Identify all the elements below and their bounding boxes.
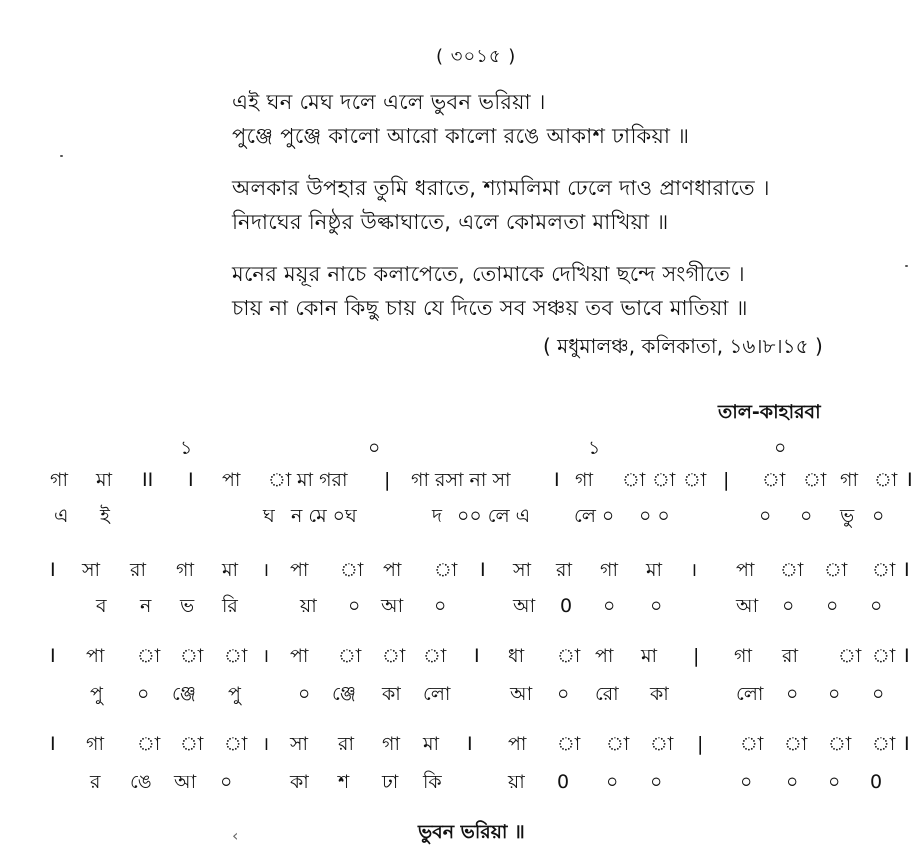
swara-cell: I xyxy=(467,733,473,755)
syllable-cell: ন মে ০ঘ xyxy=(291,505,357,527)
swara-cell: গা xyxy=(86,733,104,755)
swara-cell: া xyxy=(838,645,862,667)
swara-cell: া xyxy=(872,645,896,667)
syllable-cell: ভ xyxy=(180,595,195,617)
swara-cell: া xyxy=(652,469,676,491)
syllable-cell: ০ xyxy=(826,595,839,617)
swara-cell: া xyxy=(268,469,292,491)
lyric-line-2: পুঞ্জে পুঞ্জে কালো আরো কালো রঙে আকাশ ঢাকিয়া ॥ xyxy=(232,124,690,148)
swara-cell: পা xyxy=(508,733,527,755)
beat-marker: ১ xyxy=(588,437,601,459)
swara-cell: মা xyxy=(646,559,663,581)
swara-cell: গা xyxy=(840,469,858,491)
swara-cell: া xyxy=(762,469,786,491)
swara-cell: া xyxy=(180,645,204,667)
syllable-cell: ঙে xyxy=(130,771,152,793)
swara-cell: রা xyxy=(130,559,146,581)
syllable-cell: আ xyxy=(510,683,533,705)
ink-mark: ‹ xyxy=(232,826,239,845)
syllable-cell: ০ xyxy=(557,683,570,705)
syllable-cell: ০ xyxy=(870,595,883,617)
swara-cell: গা xyxy=(382,733,400,755)
syllable-cell: ঞ্জে xyxy=(172,683,196,705)
swara-cell: সা xyxy=(82,559,101,581)
swara-cell: া xyxy=(803,469,827,491)
swara-cell: I xyxy=(50,733,56,755)
swara-cell: মা xyxy=(96,469,113,491)
lyric-line-6: চায় না কোন কিছু চায় যে দিতে সব সঞ্চয় তব ভাবে মাতিয়া ॥ xyxy=(232,296,748,320)
swara-cell: া xyxy=(338,645,362,667)
syllable-cell: আ xyxy=(736,595,759,617)
syllable-cell: ০ xyxy=(650,771,663,793)
syllable-cell: ০ xyxy=(650,595,663,617)
ink-speck xyxy=(60,155,63,157)
swara-cell: া xyxy=(606,733,630,755)
syllable-cell: পু xyxy=(228,683,241,705)
syllable-cell: ০ xyxy=(137,683,150,705)
swara-cell: মা xyxy=(641,645,658,667)
beat-marker: ০ xyxy=(774,437,787,459)
swara-cell: পা xyxy=(595,645,614,667)
beat-marker: ১ xyxy=(180,437,193,459)
syllable-cell: শ xyxy=(338,771,350,793)
syllable-cell: য়া xyxy=(508,771,525,793)
syllable-cell: ০ xyxy=(348,595,361,617)
syllable-cell: ০ xyxy=(786,771,799,793)
swara-cell: পা xyxy=(383,559,402,581)
swara-cell: া xyxy=(224,733,248,755)
swara-cell: I xyxy=(904,733,910,755)
syllable-cell: ০ xyxy=(872,505,885,527)
swara-cell: I xyxy=(474,645,480,667)
swara-cell: পা xyxy=(736,559,755,581)
syllable-cell: ০ xyxy=(786,683,799,705)
swara-cell: | xyxy=(384,469,391,491)
swara-cell: া xyxy=(557,733,581,755)
swara-cell: া xyxy=(382,645,406,667)
swara-cell: া xyxy=(740,733,764,755)
lyric-line-1: এই ঘন মেঘ দলে এলে ভুবন ভরিয়া । xyxy=(232,90,546,114)
swara-cell: I xyxy=(188,469,194,491)
syllable-cell: 0 xyxy=(560,595,573,617)
syllable-cell: ০ xyxy=(220,771,233,793)
lyric-line-3: অলকার উপহার তুমি ধরাতে, শ্যামলিমা ঢেলে দাও প্রাণধারাতে । xyxy=(232,176,770,200)
syllable-cell: র xyxy=(90,771,101,793)
syllable-cell: ০ ০ xyxy=(639,505,670,527)
swara-cell: I xyxy=(554,469,560,491)
swara-cell: I xyxy=(904,645,910,667)
syllable-cell: আ xyxy=(381,595,404,617)
syllable-cell: ০ xyxy=(782,595,795,617)
syllable-cell: ০ xyxy=(872,683,885,705)
taal-label: তাল-কাহারবা xyxy=(718,401,821,423)
syllable-cell: কা xyxy=(290,771,309,793)
syllable-cell: ০ xyxy=(828,771,841,793)
swara-cell: া xyxy=(622,469,646,491)
swara-cell: I xyxy=(907,469,913,491)
swara-cell: সা xyxy=(290,733,309,755)
swara-cell: রা xyxy=(782,645,798,667)
syllable-cell: 0 xyxy=(557,771,570,793)
syllable-cell: ০ xyxy=(434,595,447,617)
syllable-cell: ন xyxy=(140,595,152,617)
syllable-cell: ঢা xyxy=(382,771,399,793)
swara-cell: | xyxy=(693,645,700,667)
swara-cell: গা xyxy=(575,469,593,491)
swara-cell: পা xyxy=(290,645,309,667)
syllable-cell: ব xyxy=(96,595,107,617)
swara-cell: া xyxy=(137,645,161,667)
swara-cell: া xyxy=(650,733,674,755)
syllable-cell: ঘ xyxy=(263,505,275,527)
syllable-cell: 0 xyxy=(870,771,883,793)
syllable-cell: আ xyxy=(513,595,536,617)
swara-cell: পা xyxy=(86,645,105,667)
swara-cell: া xyxy=(683,469,707,491)
swara-cell: মা গরা xyxy=(297,469,348,491)
swara-cell: । xyxy=(262,559,270,581)
swara-cell: া xyxy=(824,559,848,581)
syllable-cell: ০ xyxy=(800,505,813,527)
syllable-cell: য়া xyxy=(300,595,317,617)
swara-cell: I xyxy=(480,559,486,581)
syllable-cell: ০ xyxy=(828,683,841,705)
syllable-cell: লো xyxy=(423,683,451,705)
swara-cell: া xyxy=(780,559,804,581)
swara-cell: গা xyxy=(734,645,752,667)
syllable-cell: লো xyxy=(736,683,764,705)
syllable-cell: ০ xyxy=(740,771,753,793)
swara-cell: গা xyxy=(176,559,194,581)
syllable-cell: আ xyxy=(174,771,197,793)
swara-cell: । xyxy=(690,559,698,581)
swara-cell: II xyxy=(142,469,154,491)
swara-cell: I xyxy=(904,559,910,581)
swara-cell: | xyxy=(697,733,704,755)
syllable-cell: ভু xyxy=(840,505,855,527)
song-number: ( ৩০১৫ ) xyxy=(436,46,517,67)
ink-speck xyxy=(905,265,908,267)
source-note: ( মধুমালঞ্চ, কলিকাতা, ১৬।৮।১৫ ) xyxy=(543,334,823,358)
swara-cell: া xyxy=(872,733,896,755)
swara-cell: গা রসা না সা xyxy=(411,469,511,491)
swara-cell: া xyxy=(557,645,581,667)
syllable-cell: ০ xyxy=(759,505,772,527)
syllable-cell: ০০ লে এ xyxy=(457,505,531,527)
syllable-cell: রি xyxy=(222,595,238,617)
swara-cell: া xyxy=(224,645,248,667)
beat-marker: ০ xyxy=(368,437,381,459)
swara-cell: রা xyxy=(338,733,354,755)
swara-cell: । xyxy=(262,645,270,667)
swara-cell: া xyxy=(423,645,447,667)
swara-cell: I xyxy=(50,559,56,581)
swara-cell: া xyxy=(180,733,204,755)
swara-cell: া xyxy=(340,559,364,581)
swara-cell: া xyxy=(874,469,898,491)
syllable-cell: কা xyxy=(382,683,401,705)
syllable-cell: ০ xyxy=(606,771,619,793)
swara-cell: I xyxy=(50,645,56,667)
swara-cell: মা xyxy=(423,733,440,755)
syllable-cell: এ xyxy=(54,505,69,527)
swara-cell: পা xyxy=(222,469,241,491)
lyric-line-4: নিদাঘের নিষ্ঠুর উল্কাঘাতে, এলে কোমলতা মাখিয়া ॥ xyxy=(232,210,669,234)
swara-cell: সা xyxy=(513,559,532,581)
syllable-cell: কা xyxy=(650,683,669,705)
lyric-line-5: মনের ময়ূর নাচে কলাপেতে, তোমাকে দেখিয়া ছন্দে সংগীতে । xyxy=(232,262,745,286)
swara-cell: | xyxy=(723,469,730,491)
syllable-cell: রো xyxy=(595,683,619,705)
syllable-cell: দ xyxy=(432,505,442,527)
swara-cell: পা xyxy=(290,559,309,581)
syllable-cell: লে ০ xyxy=(574,505,615,527)
swara-cell: া xyxy=(137,733,161,755)
swara-cell: রা xyxy=(556,559,572,581)
swara-cell: া xyxy=(434,559,458,581)
syllable-cell: ০ xyxy=(298,683,311,705)
syllable-cell: কি xyxy=(423,771,442,793)
swara-cell: া xyxy=(784,733,808,755)
syllable-cell: ০ xyxy=(603,595,616,617)
swara-cell: গা xyxy=(600,559,618,581)
swara-cell: া xyxy=(828,733,852,755)
swara-cell: । xyxy=(262,733,270,755)
swara-cell: মা xyxy=(222,559,239,581)
swara-cell: ধা xyxy=(508,645,525,667)
syllable-cell: ই xyxy=(100,505,110,527)
swara-cell: া xyxy=(872,559,896,581)
ending-phrase: ভুবন ভরিয়া ॥ xyxy=(418,821,525,843)
swara-cell: গা xyxy=(50,469,68,491)
syllable-cell: ঞ্জে xyxy=(332,683,356,705)
syllable-cell: পু xyxy=(90,683,103,705)
